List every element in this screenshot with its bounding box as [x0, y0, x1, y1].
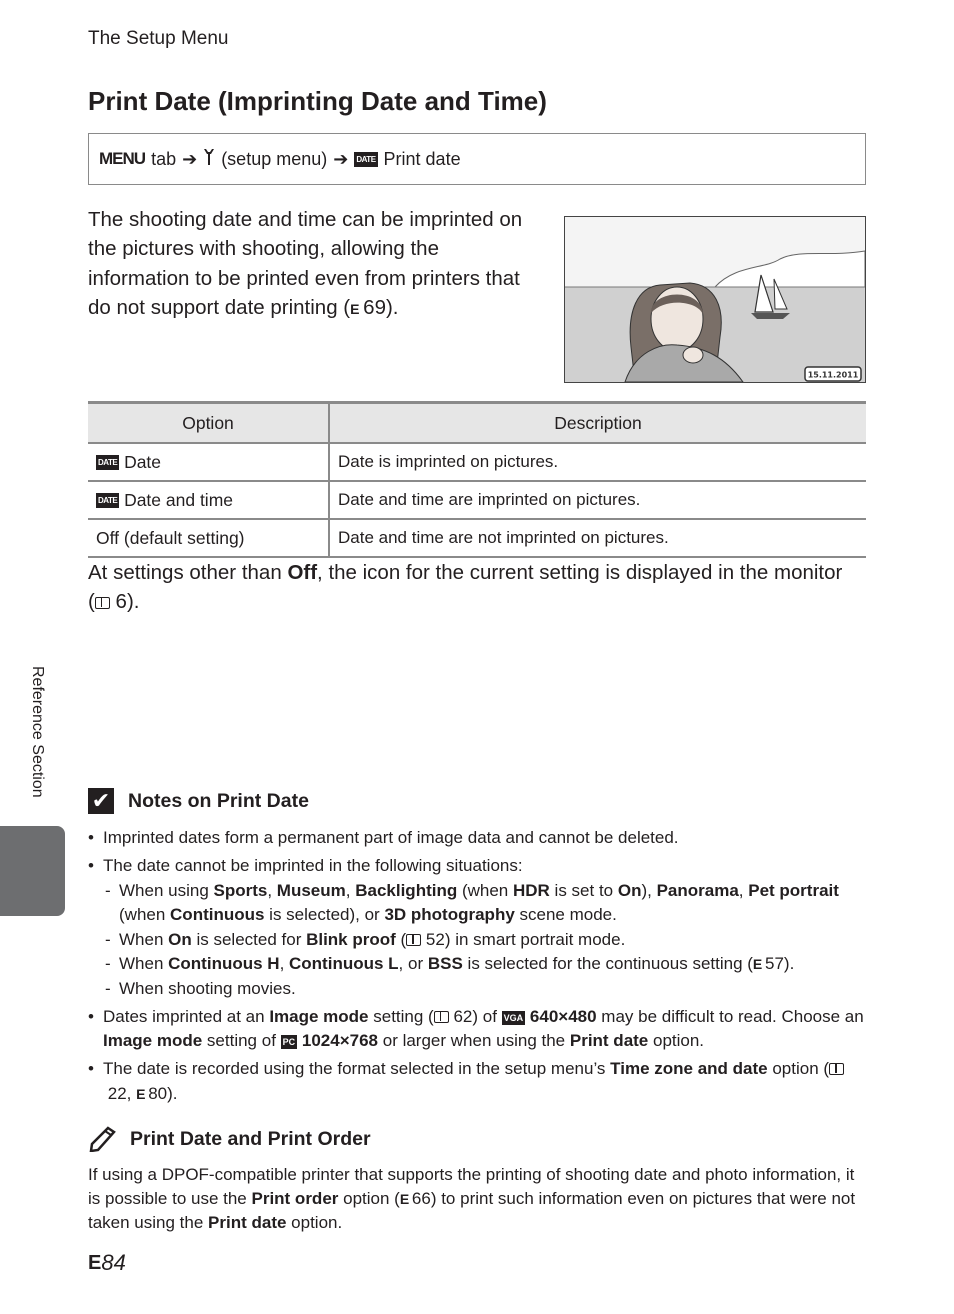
side-tab — [0, 826, 65, 916]
page-ref: 80 — [148, 1083, 168, 1103]
menu-path-item: Print date — [383, 148, 461, 169]
intro-text: The shooting date and time can be imprinted on the pictures with shooting, allowing the information to be printed even from printers that do not support date printing ( — [88, 208, 523, 319]
photo-date-stamp: 15.11.2011 — [807, 370, 859, 380]
reference-icon: E — [88, 1251, 100, 1274]
intro-close: ). — [385, 295, 399, 319]
text: option ( — [338, 1189, 400, 1208]
bold-term: On — [617, 880, 642, 900]
text: Dates imprinted at an — [103, 1006, 270, 1026]
text: , — [126, 1083, 137, 1103]
reference-icon: E — [350, 300, 358, 317]
text: When using — [119, 880, 214, 900]
text: option ( — [767, 1059, 830, 1078]
sub-list-item: - When On is selected for Blink proof ( 52) in smart portrait mode. — [103, 928, 864, 953]
current-setting-note — [88, 558, 848, 617]
notes-heading-text: Notes on Print Date — [128, 789, 309, 812]
intro-ref: 69 — [363, 295, 386, 319]
table-header-option: Option — [88, 403, 329, 444]
section-label: The Setup Menu — [88, 28, 229, 49]
text: is selected), or — [264, 905, 385, 924]
text: When — [119, 929, 169, 949]
bold-term: Backlighting — [355, 880, 458, 900]
bold-term: BSS — [427, 954, 463, 973]
text: option. — [286, 1213, 343, 1232]
text: or larger when using the — [378, 1031, 570, 1050]
menu-path-tab: tab — [151, 148, 177, 169]
table-row — [88, 443, 866, 481]
note-bold: Off — [287, 561, 318, 584]
text: If using a DPOF-compatible printer that supports the printing of shooting date and photo information, it is possible to use the — [88, 1165, 855, 1208]
page-number — [88, 1250, 126, 1276]
page-number-text: 84 — [101, 1250, 126, 1275]
bold-term: Continuous — [170, 905, 265, 924]
bold-term: Image mode — [269, 1006, 369, 1026]
note-text: At settings other than — [88, 561, 288, 584]
text: may be difficult to read. Choose an — [596, 1006, 864, 1026]
book-icon — [95, 597, 110, 609]
text: is selected for — [191, 929, 307, 949]
book-icon — [434, 1011, 449, 1023]
reference-icon: E — [136, 1085, 144, 1102]
text: (when — [457, 880, 513, 900]
bold-term: On — [168, 929, 192, 949]
text: ), — [641, 880, 657, 900]
text: is set to — [549, 880, 618, 900]
date-time-icon: DATE — [96, 493, 119, 508]
bold-term: Time zone and date — [610, 1059, 768, 1078]
menu-path-setup: (setup menu) — [221, 148, 328, 169]
notes-list — [88, 826, 864, 1110]
page-ref: 62 — [453, 1006, 473, 1026]
sub-list-item — [103, 952, 864, 977]
date-icon: DATE — [96, 455, 119, 470]
bold-term: Print order — [251, 1189, 339, 1208]
text: , — [267, 880, 277, 900]
text: ). — [783, 954, 795, 973]
text: , — [279, 954, 290, 973]
sub-list — [103, 879, 864, 1002]
notes-heading — [88, 788, 309, 814]
page-ref: 57 — [765, 954, 784, 973]
bold-term: 1024×768 — [301, 1031, 379, 1050]
page-ref: 52 — [425, 929, 445, 949]
date-icon: DATE — [354, 152, 377, 167]
text: scene mode. — [514, 905, 617, 924]
sample-photo — [564, 216, 866, 383]
text: The date is recorded using the format selected in the setup menu’s — [103, 1059, 611, 1078]
table-row — [88, 481, 866, 519]
note-ref: 6 — [115, 590, 127, 614]
page-ref: 66 — [411, 1189, 431, 1208]
option-cell — [88, 443, 329, 481]
description-cell: Date and time are not imprinted on pictures. — [329, 519, 866, 557]
list-item — [88, 1005, 864, 1054]
vga-size-icon: VGA — [503, 1012, 524, 1023]
note-close: ). — [126, 590, 140, 614]
text: ) of — [472, 1006, 502, 1026]
description-cell: Date and time are imprinted on pictures. — [329, 481, 866, 519]
text: (when — [119, 905, 171, 924]
list-item-text: The date cannot be imprinted in the following situations: — [103, 856, 523, 875]
bold-term: Print date — [569, 1031, 649, 1050]
text: is selected for the continuous setting ( — [462, 954, 753, 973]
menu-path — [88, 133, 866, 185]
bold-term: Sports — [213, 880, 268, 900]
text: , or — [398, 954, 428, 973]
bold-term: Continuous H — [168, 954, 280, 973]
sub-list-item: - When shooting movies. — [103, 977, 864, 1002]
print-order-heading — [88, 1126, 371, 1152]
page-ref: 22 — [107, 1083, 127, 1103]
reference-icon: E — [752, 956, 761, 972]
pc-size-icon: PC — [282, 1037, 296, 1047]
print-order-heading-text: Print Date and Print Order — [130, 1127, 371, 1150]
arrow-icon: ➔ — [182, 148, 198, 169]
side-section-label: Reference Section — [29, 666, 46, 798]
list-item — [88, 854, 864, 1001]
bold-term: Continuous L — [289, 954, 399, 973]
text: , — [738, 880, 749, 900]
wrench-icon — [203, 148, 215, 171]
intro-paragraph — [88, 205, 533, 324]
bold-term: Print date — [208, 1213, 287, 1232]
bold-term: 640×480 — [529, 1006, 597, 1026]
bold-term: Museum — [276, 880, 346, 900]
bold-term: Blink proof — [306, 929, 396, 949]
sub-list-item — [103, 879, 864, 928]
menu-icon: MENU — [99, 149, 146, 168]
checkmark-icon: ✔ — [88, 788, 114, 814]
book-icon — [406, 934, 421, 946]
table-row — [88, 519, 866, 557]
options-table — [88, 401, 866, 558]
text: , — [345, 880, 356, 900]
list-item: • Imprinted dates form a permanent part of image data and cannot be deleted. — [88, 826, 864, 851]
bold-term: 3D photography — [384, 905, 515, 924]
description-cell: Date is imprinted on pictures. — [329, 443, 866, 481]
text: setting ( — [368, 1006, 434, 1026]
portrait-illustration — [565, 217, 865, 382]
text: ) to print such information even on pictures that were not taken using the — [88, 1189, 856, 1232]
option-label: Date and time — [124, 489, 234, 510]
text: setting of — [202, 1031, 281, 1050]
print-order-paragraph — [88, 1163, 864, 1235]
text: ) in smart portrait mode. — [444, 929, 626, 949]
list-item — [88, 1057, 864, 1106]
bold-term: Image mode — [103, 1031, 203, 1050]
option-label: Date — [124, 451, 162, 472]
table-header-description: Description — [329, 403, 866, 444]
text: option. — [648, 1031, 705, 1050]
bold-term: Pet portrait — [748, 880, 839, 900]
reference-icon: E — [399, 1191, 408, 1207]
option-cell — [88, 481, 329, 519]
arrow-icon: ➔ — [333, 148, 349, 169]
book-icon — [829, 1063, 844, 1075]
text: ). — [167, 1083, 178, 1103]
page-title: Print Date (Imprinting Date and Time) — [88, 86, 547, 116]
note-text: , the icon for the current setting is displayed in the monitor ( — [88, 561, 843, 614]
bold-term: HDR — [512, 880, 550, 900]
bold-term: Panorama — [656, 880, 739, 900]
pencil-icon — [88, 1126, 116, 1152]
table-header-row — [88, 403, 866, 444]
option-cell: Off (default setting) — [88, 519, 329, 557]
text: When — [119, 954, 169, 973]
